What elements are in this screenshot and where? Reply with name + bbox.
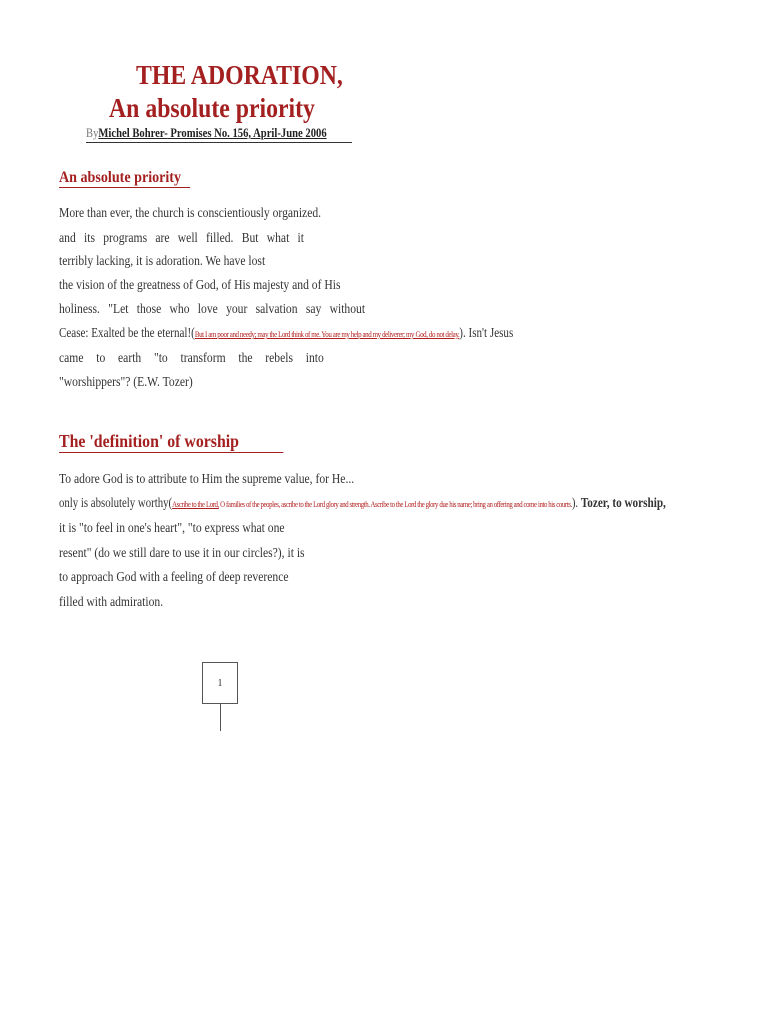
title-line-2: An absolute priority — [109, 93, 315, 123]
paragraph-line: the vision of the greatness of God, of His majesty and of His — [59, 277, 341, 292]
word: salvation — [255, 301, 298, 316]
section-heading-priority: An absolute priority — [59, 169, 190, 188]
page-number-box — [202, 662, 238, 704]
byline — [86, 126, 352, 143]
word: "Let — [108, 301, 129, 316]
bold-text: Tozer, to worship, — [580, 496, 666, 511]
text: ). Isn't Jesus — [459, 325, 514, 340]
word: earth — [118, 350, 142, 365]
title-line-1: THE ADORATION, — [136, 60, 343, 90]
paragraph-line — [59, 325, 513, 341]
word: filled. — [206, 230, 234, 245]
paragraph-line: it is "to feel in one's heart", "to express what one — [59, 520, 285, 535]
word: But — [241, 230, 259, 245]
word: it — [297, 230, 305, 245]
paragraph-line: terribly lacking, it is adoration. We have lost — [59, 253, 266, 268]
word: well — [177, 230, 198, 245]
byline-source[interactable]: Promises No. 156, April-June 2006 — [167, 126, 327, 140]
paragraph-line: More than ever, the church is conscientiously organized. — [59, 205, 322, 220]
word: love — [197, 301, 218, 316]
word: holiness. — [59, 301, 100, 316]
word: are — [155, 230, 170, 245]
word: into — [305, 350, 324, 365]
word: who — [169, 301, 190, 316]
section-heading-definition: The 'definition' of worship — [59, 431, 283, 453]
paragraph-line — [59, 301, 365, 317]
paragraph-line — [59, 230, 304, 246]
word: to — [96, 350, 106, 365]
paragraph-line: to approach God with a feeling of deep reverence — [59, 569, 289, 584]
paragraph-line: resent" (do we still dare to use it in our circles?), it is — [59, 545, 305, 560]
text: Cease: Exalted be the eternal!( — [59, 325, 195, 340]
word: rebels — [265, 350, 294, 365]
paragraph-line: "worshippers"? (E.W. Tozer) — [59, 374, 193, 389]
word: programs — [103, 230, 148, 245]
byline-author[interactable]: Michel Bohrer- — [98, 126, 168, 140]
paragraph-line — [59, 350, 324, 366]
page-number: 1 — [217, 677, 223, 689]
word: your — [226, 301, 248, 316]
paragraph-line: To adore God is to attribute to Him the supreme value, for He... — [59, 471, 355, 486]
word: without — [329, 301, 366, 316]
word: its — [84, 230, 95, 245]
paragraph-line: filled with admiration. — [59, 594, 164, 609]
word: the — [238, 350, 253, 365]
byline-prefix: By — [86, 126, 99, 140]
footnote-link[interactable]: Ascribe to the Lord, — [172, 499, 219, 509]
word: say — [305, 301, 322, 316]
footnote-text[interactable]: O families of the peoples, ascribe to the Lord glory and strength. Ascribe to the Lord the glory due his name; bring an offering and come into his courts. — [218, 499, 572, 509]
word: "to — [153, 350, 168, 365]
paragraph-line — [59, 495, 666, 512]
word: and — [59, 230, 76, 245]
page-number-line — [220, 704, 221, 731]
word: transform — [180, 350, 226, 365]
footnote-link[interactable]: But I am poor and needy; may the Lord think of me. You are my help and my deliverer; my God, do not delay. — [194, 329, 460, 339]
word: what — [266, 230, 290, 245]
word: came — [59, 350, 84, 365]
text: ). — [571, 495, 581, 510]
text: only is absolutely worthy( — [59, 495, 173, 510]
word: those — [136, 301, 162, 316]
